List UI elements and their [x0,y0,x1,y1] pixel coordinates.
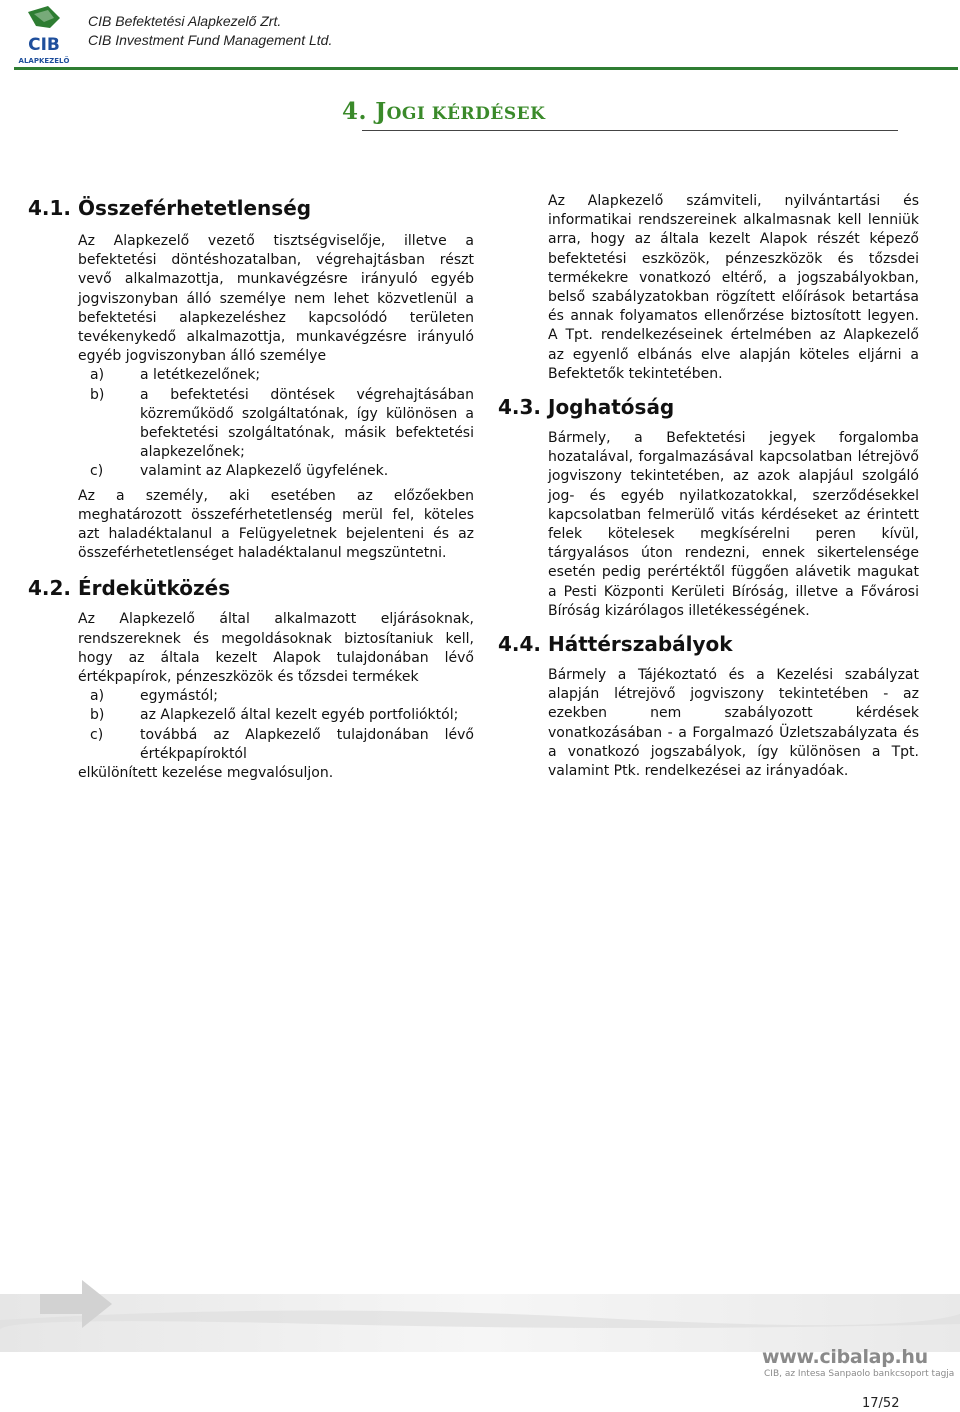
section-heading-4-3 [498,393,919,421]
chapter-title-rest: OGI KÉRDÉSEK [386,104,546,124]
list-label: a) [90,688,105,705]
right-column [498,192,919,781]
list-text: továbbá az Alapkezelő tulajdonában lévő értékpapíroktól [140,726,474,762]
company-name [88,12,332,50]
chapter-title [342,98,545,125]
section-number: 4.4. [498,632,542,657]
list-item [78,386,474,463]
section-title: Háttérszabályok [548,632,733,657]
section-body-4-2 [78,610,474,783]
chapter-rule [362,130,898,131]
section-body-4-1 [78,232,474,563]
company-name-hu: CIB Befektetési Alapkezelő Zrt. [88,13,282,29]
paragraph: Az Alapkezelő vezető tisztségviselője, illetve a befektetési döntéshozatalban, végrehajtásban részt vevő alkalmazottja, munkavégzésre irányuló egyéb jogviszonyban álló személye nem lehet közvetlenül a befektetési alapkezeléshez kapcsolódó területen tevékenykedő alkalmazottja, munkavégzésre irányuló egyéb jogviszonyban álló személye [78,233,474,365]
list-text: a befektetési döntések végrehajtásában közreműködő szolgáltatónak, így különösen a befektetési szolgáltatónak, másik befektetési alapkezelőnek; [140,386,474,461]
section-number: 4.3. [498,395,542,420]
footer-url: www.cibalap.hu [762,1346,928,1368]
header-rule [14,67,958,70]
chapter-title-initial: J [375,98,387,125]
paragraph: Bármely a Tájékoztató és a Kezelési szabályzat alapján létrejövő jogviszony tekintetében - az ezekben nem szabályozott kérdések vonatkozásában - a Forgalmazó Üzletszabályzata és a vonatkozó jogszabályok, így különösen a Tpt. valamint Ptk. rendelkezései az irányadóak. [548,667,919,780]
list-item [78,687,474,706]
paragraph: Bármely, a Befektetési jegyek forgalomba hozatalával, forgalmazásával kapcsolatban létrejövő jogviszony tekintetében, az azok alapjául szolgáló jog- és egyéb nyilatkozatokkal, szerződésekkel kapcsolatban felmerülő vitás kérdéseket az érintett felek kötelesek megkísérelni peren kívül, tárgyalásos úton rendezni, ennek sikertelensége esetén pedig perértéktől függően alávetik magukat a Pesti Központi Kerületi Bíróság, illetve a Fővárosi Bíróság kizárólagos illetékességének. [548,430,919,619]
list-text: egymástól; [140,688,218,705]
section-heading-4-4 [498,630,919,658]
list-label: c) [90,726,104,743]
section-body-4-3 [548,429,919,621]
section-number: 4.2. [28,576,72,601]
logo-sub: ALAPKEZELŐ [18,57,70,65]
paragraph: Az Alapkezelő által alkalmazott eljárásoknak, rendszereknek és megoldásoknak biztosítaniuk kell, hogy az általa kezelt Alapok tulajdonában lévő értékpapírok, pénzeszközök és tőzsdei termékek [78,611,474,686]
list-text: az Alapkezelő által kezelt egyéb portfolióktól; [140,707,459,724]
page-number: 17/52 [862,1396,900,1411]
section-body-4-2-continued [548,192,919,384]
section-title: Érdekütközés [78,576,231,601]
list-label: c) [90,463,104,480]
chapter-number: 4. [342,98,368,125]
section-heading-4-2 [28,574,474,602]
footer-tagline: CIB, az Intesa Sanpaolo bankcsoport tagja [764,1369,955,1379]
paragraph: Az Alapkezelő számviteli, nyilvántartási és informatikai rendszereinek alkalmasnak kell lenniük arra, hogy az általa kezelt Alapok részét képező befektetési eszközök, pénzeszközök és tőzsdei termékekre vonatkozó eltérő, a jogszabályokban, belső szabályzatokban rögzített előírások betartása és annak folyamatos ellenőrzése biztosított legyen. A Tpt. rendelkezéseinek értelmében az Alapkezelő az egyenlő elbánás elve alapján köteles eljárni a Befektetők tekintetében. [548,193,919,382]
list-item [78,366,474,385]
list-label: b) [90,707,105,724]
paragraph: elkülönített kezelése megvalósuljon. [78,765,334,782]
left-column [28,194,474,783]
list-label: a) [90,367,105,384]
list-text: valamint az Alapkezelő ügyfelének. [140,463,389,480]
cib-logo [14,4,74,66]
section-body-4-4 [548,666,919,781]
list-item [78,462,474,481]
section-title: Összeférhetetlenség [78,196,312,220]
section-number: 4.1. [28,196,72,220]
section-heading-4-1 [28,194,474,222]
section-title: Joghatóság [548,395,675,420]
list-item [78,726,474,764]
company-name-en: CIB Investment Fund Management Ltd. [88,32,333,48]
list-label: b) [90,386,105,403]
paragraph: Az a személy, aki esetében az előzőekben meghatározott összeférhetetlenség merül fel, köteles azt haladéktalanul a Felügyeletnek bejelenteni és az összeférhetetlenséget haladéktalanul megszüntetni. [78,487,474,562]
list-item [78,706,474,725]
list-text: a letétkezelőnek; [140,367,261,384]
logo-text: CIB [28,35,60,55]
